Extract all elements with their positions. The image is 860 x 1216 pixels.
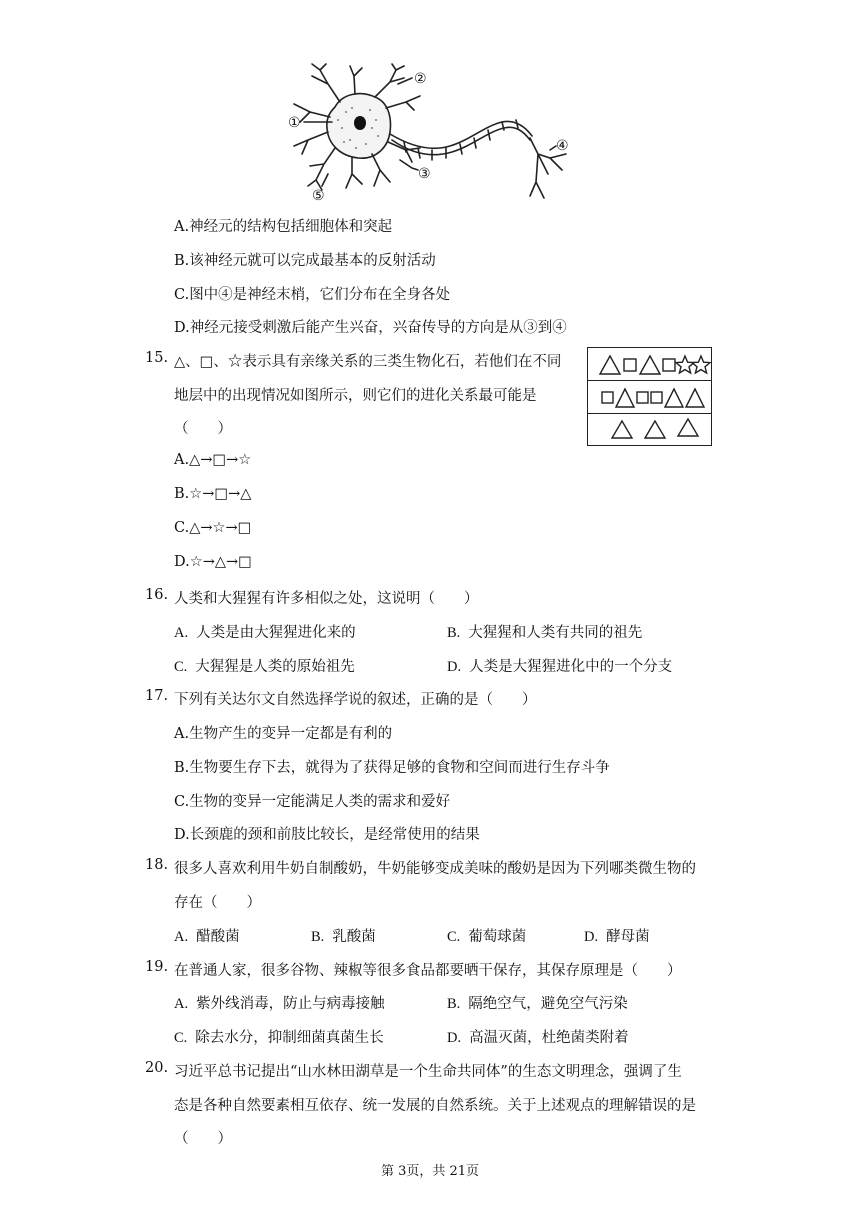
q16-option-d: D. 人类是大猩猩进化中的一个分支	[447, 659, 673, 675]
label-4: ④	[556, 138, 569, 154]
q15-option-c: C.△→☆→□	[174, 520, 252, 536]
triangle-icon	[665, 389, 683, 407]
q15-stem-line-1: △、□、☆表示具有亲缘关系的三类生物化石，若他们在不同	[174, 354, 562, 370]
q14-option-c: C.图中④是神经末梢，它们分布在全身各处	[174, 287, 451, 303]
label-5: ⑤	[312, 188, 325, 204]
label-2: ②	[414, 71, 427, 87]
q16-option-c: C. 大猩猩是人类的原始祖先	[174, 659, 355, 675]
q18-option-a: A. 醋酸菌	[174, 929, 240, 945]
q18-number: 18.	[145, 857, 169, 873]
triangle-icon	[600, 356, 620, 374]
neuron-diagram	[280, 62, 580, 204]
q18-option-d: D. 酵母菌	[584, 929, 650, 945]
q16-option-b: B. 大猩猩和人类有共同的祖先	[447, 625, 643, 641]
q19-option-d: D. 高温灭菌，杜绝菌类附着	[447, 1030, 629, 1046]
q15-stem-line-2: 地层中的出现情况如图所示，则它们的进化关系最可能是	[174, 388, 537, 404]
q16-option-a: A. 人类是由大猩猩进化来的	[174, 625, 356, 641]
q17-option-a: A.生物产生的变异一定都是有利的	[174, 726, 393, 742]
q16-number: 16.	[145, 587, 169, 603]
label-3: ③	[418, 166, 431, 182]
q17-option-b: B.生物要生存下去，就得为了获得足够的食物和空间而进行生存斗争	[174, 760, 610, 776]
q17-option-d: D.长颈鹿的颈和前肢比较长，是经常使用的结果	[174, 827, 480, 843]
triangle-icon	[678, 419, 698, 436]
square-icon	[651, 392, 662, 403]
q15-number: 15.	[145, 350, 169, 366]
fossil-strata-table	[587, 347, 712, 446]
q18-stem-line-1: 很多人喜欢利用牛奶自制酸奶，牛奶能够变成美味的酸奶是因为下列哪类微生物的	[174, 861, 696, 877]
q20-number: 20.	[145, 1060, 169, 1076]
q19-option-b: B. 隔绝空气，避免空气污染	[447, 996, 628, 1012]
q15-option-b: B.☆→□→△	[174, 486, 252, 502]
triangle-icon	[686, 389, 704, 407]
square-icon	[663, 359, 675, 371]
q17-number: 17.	[145, 688, 169, 704]
q18-option-c: C. 葡萄球菌	[447, 929, 527, 945]
q20-stem-line-2: 态是各种自然要素相互依存、统一发展的自然系统。关于上述观点的理解错误的是	[174, 1098, 696, 1114]
square-icon	[637, 392, 648, 403]
q18-option-b: B. 乳酸菌	[311, 929, 376, 945]
stratum-row-bottom	[588, 414, 711, 447]
q20-stem-line-3: （ ）	[174, 1131, 232, 1147]
q17-stem: 下列有关达尔文自然选择学说的叙述，正确的是（ ）	[174, 692, 537, 708]
star-icon	[676, 356, 694, 373]
triangle-icon	[645, 421, 665, 438]
q15-stem-line-3: （ ）	[174, 421, 232, 437]
q19-stem: 在普通人家，很多谷物、辣椒等很多食品都要晒干保存，其保存原理是（ ）	[174, 963, 682, 979]
q14-option-a: A.神经元的结构包括细胞体和突起	[174, 219, 393, 235]
triangle-icon	[612, 421, 632, 438]
square-icon	[624, 359, 636, 371]
triangle-icon	[616, 389, 634, 407]
q16-stem: 人类和大猩猩有许多相似之处，这说明（ ）	[174, 591, 479, 607]
q19-option-a: A. 紫外线消毒，防止与病毒接触	[174, 996, 385, 1012]
label-1: ①	[288, 115, 301, 131]
q20-stem-line-1: 习近平总书记提出“山水林田湖草是一个生命共同体”的生态文明理念，强调了生	[174, 1064, 682, 1080]
q15-option-a: A.△→□→☆	[174, 452, 252, 468]
stratum-row-middle	[588, 381, 711, 414]
q17-option-c: C.生物的变异一定能满足人类的需求和爱好	[174, 794, 451, 810]
square-icon	[602, 392, 613, 403]
q14-option-d: D.神经元接受刺激后能产生兴奋，兴奋传导的方向是从③到④	[174, 320, 567, 336]
q14-option-b: B.该神经元就可以完成最基本的反射活动	[174, 253, 436, 269]
q19-option-c: C. 除去水分，抑制细菌真菌生长	[174, 1030, 384, 1046]
star-icon	[692, 356, 710, 373]
q19-number: 19.	[145, 959, 169, 975]
page-footer: 第 3页，共 21页	[380, 1164, 480, 1179]
triangle-icon	[640, 356, 660, 374]
stratum-row-top	[588, 348, 711, 381]
q18-stem-line-2: 存在（ ）	[174, 895, 261, 911]
q15-option-d: D.☆→△→□	[174, 554, 252, 570]
